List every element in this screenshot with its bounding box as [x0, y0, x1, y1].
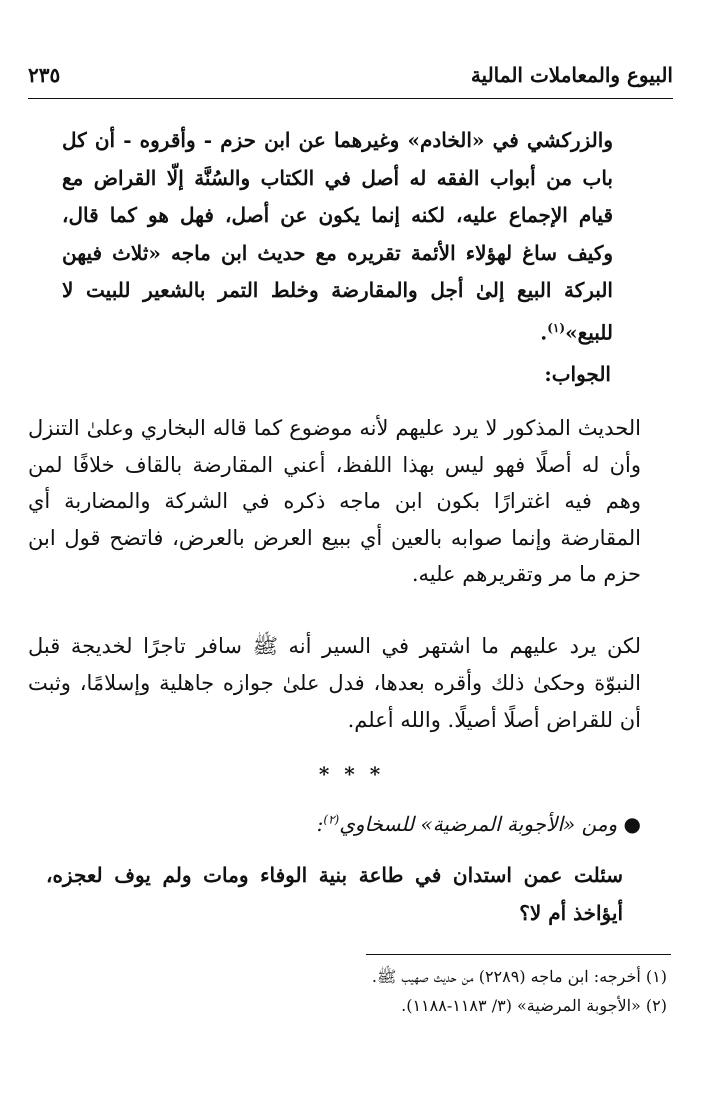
question-2: سئلت عمن استدان في طاعة بنية الوفاء ومات ولم يوف لعجزه، أيؤاخذ أم لا؟: [46, 863, 623, 925]
footnote-1: (١) أخرجه: ابن ماجه (٢٢٨٩) من حديث صهيب ﷺ.: [371, 967, 667, 986]
question-paragraph: [62, 122, 613, 352]
answer-paragraph-1: الحديث المذكور لا يرد عليهم لأنه موضوع كما قاله البخاري وعلىٰ التنزل وأن له أصلًا فهو ليس بهذا اللفظ، أعني المقارضة بالقاف خلافًا لمن وهم فيه اغترارًا بكون ابن ماجه ذكره في الشركة والمضاربة أي المقارضة وإنما صوابه بالعين أي ببيع العرض بالعرض، فاتضح قول ابن حزم ما مر وتقريرهم عليه.: [28, 416, 641, 586]
page-number: ٢٣٥: [28, 63, 61, 87]
footnote-rule: [366, 954, 671, 955]
running-title: البيوع والمعاملات المالية: [470, 63, 673, 87]
question-end: .: [540, 320, 548, 345]
answer-heading: الجواب:: [544, 362, 611, 386]
answer-paragraph-2: لكن يرد عليهم ما اشتهر في السير أنه ﷺ سافر تاجرًا لخديجة قبل النبوّة وحكىٰ ذلك وأقره بعدها، فدل علىٰ جوازه جاهلية وإسلامًا، وثبت أن للقراض أصلًا أصيلًا. والله أعلم.: [28, 634, 641, 732]
footnote-2: (٢) «الأجوبة المرضية» (٣/ ١١٨٣-١١٨٨).: [401, 996, 667, 1015]
section-separator: * * *: [318, 762, 385, 786]
page-header: [28, 58, 673, 92]
header-rule: [28, 98, 673, 99]
section-heading: [317, 812, 641, 836]
footnotes: [30, 962, 667, 1020]
section-heading-colon: :: [316, 812, 324, 836]
footnote-ref-1[interactable]: (١): [547, 320, 566, 335]
section-heading-text: ● ومن «الأجوبة المرضية» للسخاوي: [339, 812, 641, 836]
question-text: والزركشي في «الخادم» وغيرهما عن ابن حزم - وأقروه - أن كل باب من أبواب الفقه له أصل في الكتاب والسُنَّة إلّا القراض مع قيام الإجماع عليه، لكنه إنما يكون عن أصل، فهل هو كما قال، وكيف ساغ لهؤلاء الأئمة تقريره مع حديث ابن ماجه «ثلاث فيهن البركة البيع إلىٰ أجل والمقارضة وخلط التمر بالشعير للبيت لا للبيع»: [62, 128, 613, 345]
footnote-ref-2[interactable]: (٢): [323, 812, 340, 827]
